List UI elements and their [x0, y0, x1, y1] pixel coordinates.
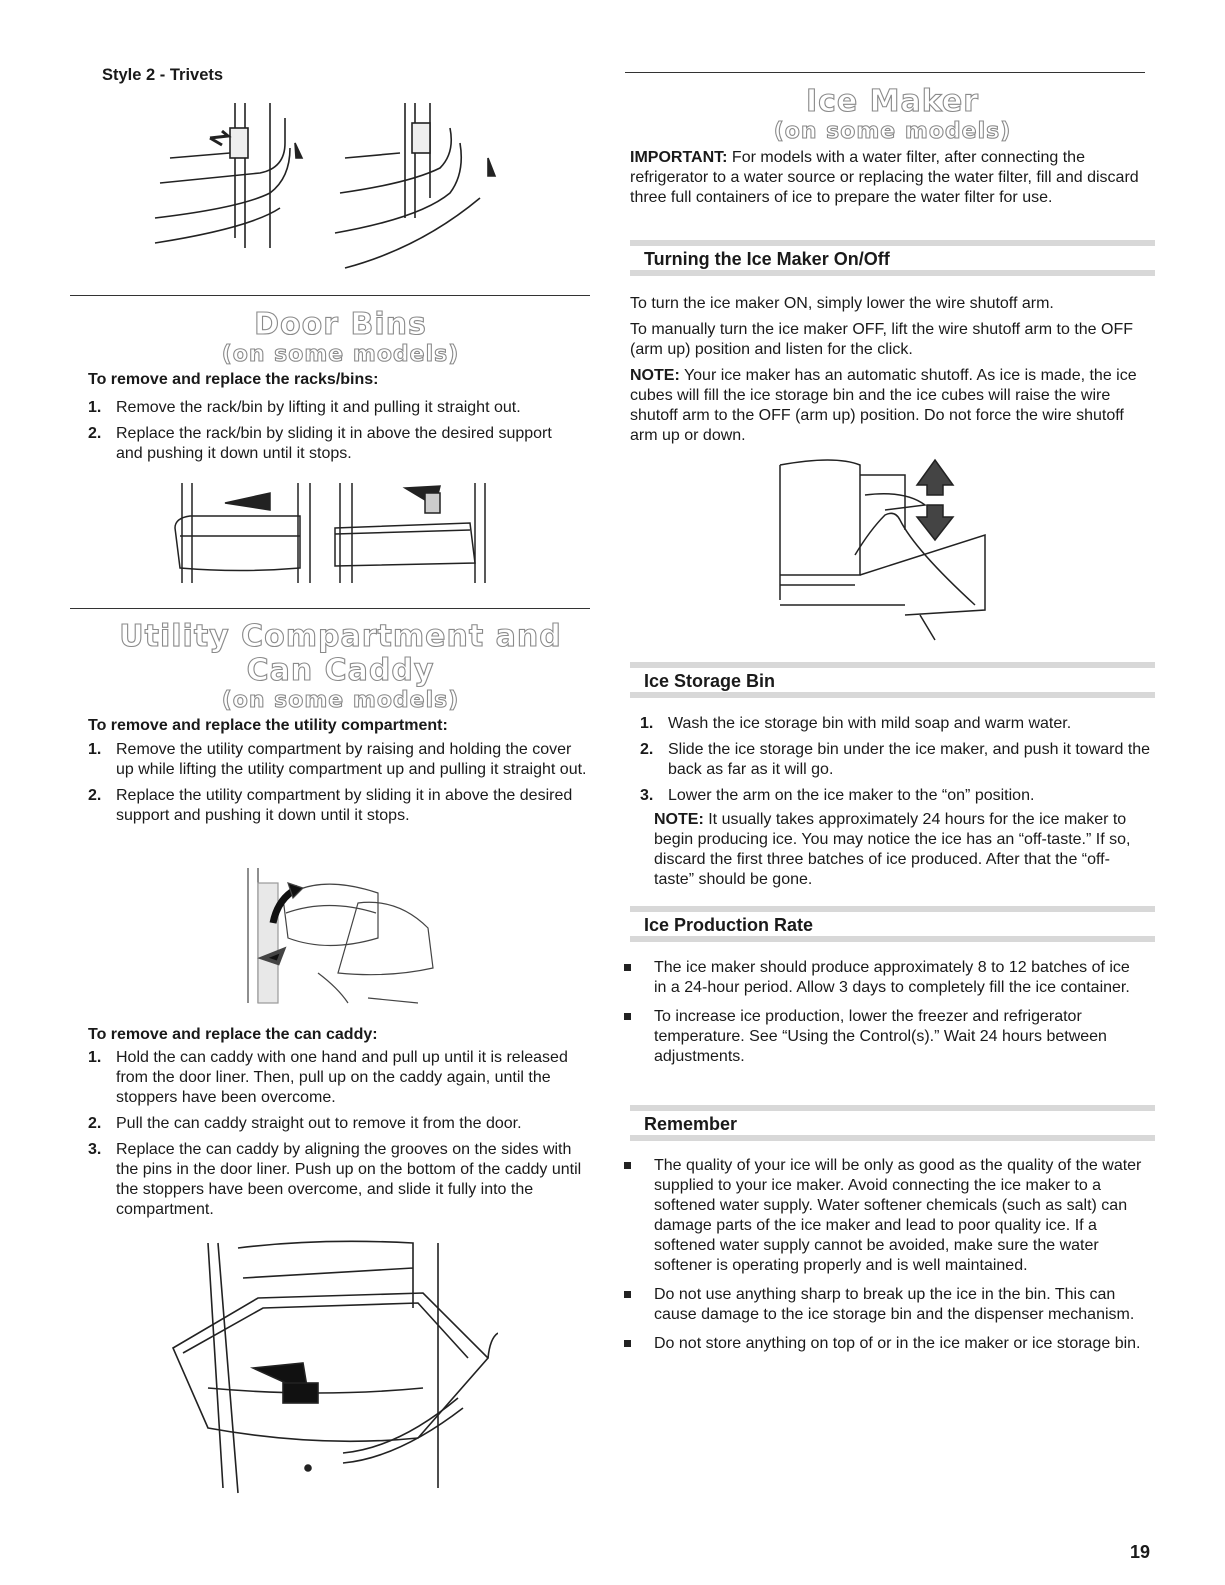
utility-heading: To remove and replace the utility compartment: [88, 717, 448, 734]
ice-maker-section [630, 85, 1155, 145]
ice-maker-illustration [775, 455, 1000, 645]
door-bins-heading: To remove and replace the racks/bins: [88, 371, 379, 388]
page-number: 19 [1130, 1542, 1151, 1562]
utility-section [88, 620, 593, 714]
utility-steps [88, 740, 587, 826]
style-title: Style 2 - Trivets [102, 66, 224, 84]
list-item: The quality of your ice will be only as good as the quality of the water supplied to your ice maker. Avoid connecting the ice maker to a softened water supply. Water softener chemicals (such as salt) can damage parts of the ice maker and lead to poor quality ice. If a softened water supply cannot be avoided, make sure the water softener is operating properly and is well maintained. [624, 1156, 1144, 1276]
onoff-subheading: Turning the Ice Maker On/Off [630, 240, 1155, 276]
list-item: 3. Replace the can caddy by aligning the grooves on the sides with the pins in the door liner. Push up on the bottom of the caddy until the stoppers have been overcome, and slide it fully into the compartment. [88, 1141, 582, 1218]
divider [625, 72, 1145, 73]
list-item: The ice maker should produce approximately 8 to 12 batches of ice in a 24-hour period. Allow 3 days to completely fill the ice container. [624, 958, 1144, 998]
door-bins-illustration [170, 478, 490, 588]
important-paragraph: IMPORTANT: For models with a water filter, after connecting the refrigerator to a water source or replacing the water filter, fill and discard three full containers of ice to prepare the water filter for use. [630, 149, 1139, 206]
trivets-illustration [150, 98, 530, 278]
list-item: 2. Replace the rack/bin by sliding it in above the desired support and pushing it down until it stops. [88, 425, 552, 462]
caddy-heading: To remove and replace the can caddy: [88, 1026, 378, 1043]
ice-maker-subtitle: (on some models) [773, 119, 1012, 144]
list-item: 2. Pull the can caddy straight out to remove it from the door. [88, 1115, 522, 1132]
list-item: Do not store anything on top of or in the ice maker or ice storage bin. [624, 1334, 1144, 1354]
list-item: Do not use anything sharp to break up the ice in the bin. This can cause damage to the ice storage bin and the dispenser mechanism. [624, 1285, 1144, 1325]
door-bins-steps [88, 398, 582, 464]
list-item: 1. Remove the utility compartment by raising and holding the cover up while lifting the utility compartment up and pulling it straight out. [88, 741, 587, 778]
bin-steps [640, 714, 1154, 806]
ice-maker-title: Ice Maker [805, 84, 980, 119]
list-item: 1. Hold the can caddy with one hand and pull up until it is released from the door liner. Then, pull up on the caddy again, until the stoppers have been overcome. [88, 1049, 568, 1106]
onoff-note: NOTE: Your ice maker has an automatic shutoff. As ice is made, the ice cubes will fill the ice storage bin and the ice cubes will raise the wire shutoff arm to the OFF (arm up) position. Do not force the wire shutoff arm up or down. [630, 367, 1137, 444]
list-item: 3. Lower the arm on the ice maker to the “on” position. [640, 787, 1035, 804]
remember-subheading: Remember [630, 1105, 1155, 1141]
list-item: 1. Wash the ice storage bin with mild soap and warm water. [640, 715, 1072, 732]
divider [70, 608, 590, 609]
utility-title-line2: Can Caddy [246, 653, 435, 688]
onoff-p1: To turn the ice maker ON, simply lower the wire shutoff arm. [630, 295, 1054, 312]
rate-bullets [624, 958, 1144, 1067]
utility-compartment-illustration [228, 858, 438, 1008]
door-bins-section [88, 308, 593, 368]
bin-subheading: Ice Storage Bin [630, 662, 1155, 698]
onoff-p2: To manually turn the ice maker OFF, lift the wire shutoff arm to the OFF (arm up) position and listen for the click. [630, 321, 1133, 358]
list-item: 1. Remove the rack/bin by lifting it and pulling it straight out. [88, 399, 521, 416]
list-item: To increase ice production, lower the freezer and refrigerator temperature. See “Using the Control(s).” Wait 24 hours between adjustments. [624, 1007, 1144, 1067]
utility-subtitle: (on some models) [221, 688, 460, 713]
remember-bullets [624, 1156, 1144, 1354]
caddy-steps [88, 1048, 587, 1220]
door-bins-subtitle: (on some models) [221, 342, 460, 367]
rate-subheading: Ice Production Rate [630, 906, 1155, 942]
bin-note: NOTE: It usually takes approximately 24 hours for the ice maker to begin producing ice. You may notice the ice has an “off-taste.” If so, discard the first three batches of ice produced. After that the “off-taste” should be gone. [654, 811, 1131, 888]
list-item: 2. Replace the utility compartment by sliding it in above the desired support and pushing it down until it stops. [88, 787, 573, 824]
utility-title-line1: Utility Compartment and [119, 619, 562, 654]
divider [70, 295, 590, 296]
can-caddy-illustration [168, 1238, 498, 1498]
list-item: 2. Slide the ice storage bin under the ice maker, and push it toward the back as far as it will go. [640, 741, 1151, 778]
door-bins-title: Door Bins [254, 307, 427, 342]
